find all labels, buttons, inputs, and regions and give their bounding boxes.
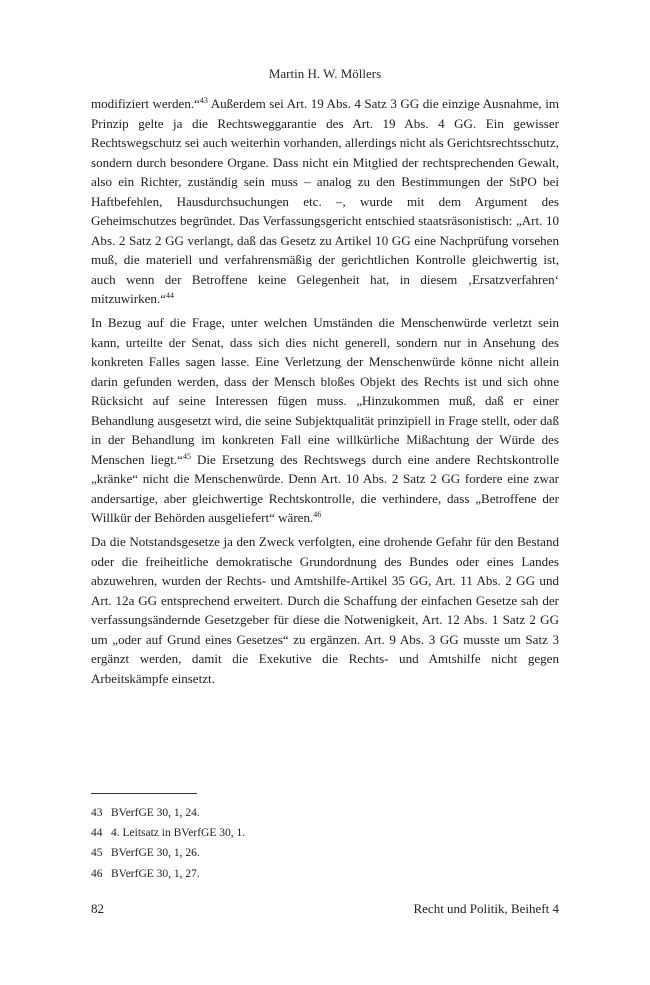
text-run: Da die Notstandsgesetze ja den Zweck verfolgten, eine drohende Gefahr für den Bestand oder die freiheitliche demokratische Grundordnung des Bundes oder eines Landes abzuwehren, wurden der Rechts- und Amtshilfe-Artikel 35 GG, Art. 11 Abs. 2 GG und Art. 12a GG entsprechend erweitert. Durch die Schaffung der einfachen Gesetze sah der verfassungsändernde Gesetzgeber für diese die Notwenigkeit, Art. 12 Abs. 1 Satz 2 GG um „oder auf Grund eines Gesetzes“ zu ergänzen. Art. 9 Abs. 3 GG musste um Satz 3 ergänzt werden, damit die Exekutive die Rechts- und Amtshilfe nicht gegen Arbeitskämpfe einsetzt. <box>91 534 559 686</box>
footnote-number: 45 <box>91 847 103 860</box>
footnote-text: 4. Leitsatz in BVerfGE 30, 1. <box>111 827 246 840</box>
footnote-ref-46: 46 <box>313 510 322 520</box>
footnote-ref-43: 43 <box>199 96 208 105</box>
footnote-45 <box>91 843 559 863</box>
text-run: modifiziert werden.“ <box>91 96 200 111</box>
running-header <box>0 66 650 82</box>
footnote-ref-45: 45 <box>182 451 191 461</box>
text-run: In Bezug auf die Frage, unter welchen Umständen die Menschenwürde verletzt sein kann, urteilte der Senat, dass sich dies nicht generell, sondern nur in Ansehung des konkreten Falles sagen lasse. Eine Verletzung der Menschenwürde könne nicht allein darin gefunden werden, dass der Mensch bloßes Objekt des Rechts ist und sich ohne Rücksicht auf seine Interessen fügen muss. „Hinzukommen muß, daß er einer Behandlung ausgesetzt wird, die seine Subjektqualität prinzipiell in Frage stellt, oder daß in der Behandlung im konkreten Fall eine willkürliche Mißachtung der Würde des Menschen liegt.“ <box>91 315 559 467</box>
footnote-43 <box>91 803 559 823</box>
footnote-46 <box>91 864 559 884</box>
paragraph-2 <box>91 313 559 528</box>
text-run: Die Ersetzung des Rechtswegs durch eine andere Rechtskontrolle „kränke“ nicht die Menschenwürde. Denn Art. 10 Abs. 2 Satz 2 GG fordere eine zwar andersartige, aber gleichwertige Rechtskontrolle, die verhindere, dass „Betroffene der Willkür der Behörden ausgeliefert“ wären. <box>91 451 559 526</box>
footnote-text: BVerfGE 30, 1, 24. <box>111 807 200 819</box>
footnote-text: BVerfGE 30, 1, 27. <box>111 867 200 880</box>
footnote-number: 44 <box>91 827 103 840</box>
footnotes <box>91 803 559 884</box>
footnote-text: BVerfGE 30, 1, 26. <box>111 847 200 860</box>
footnote-number: 43 <box>91 807 103 819</box>
header-author: Martin H. W. Möllers <box>268 66 382 81</box>
paragraph-1 <box>91 94 559 309</box>
page-footer <box>91 901 559 917</box>
journal-title: Recht und Politik, Beiheft 4 <box>413 901 559 916</box>
page-number: 82 <box>91 901 104 916</box>
paragraph-3 <box>91 532 559 688</box>
footnote-divider <box>91 793 197 794</box>
footnote-ref-44: 44 <box>166 291 174 301</box>
footnote-44 <box>91 823 559 843</box>
footnote-number: 46 <box>91 867 103 880</box>
body-text <box>91 94 559 688</box>
text-run: Außerdem sei Art. 19 Abs. 4 Satz 3 GG die einzige Ausnahme, im Prinzip gelte ja die Rechtsweggarantie des Art. 19 Abs. 4 GG. Ein gewisser Rechtswegschutz sei auch weiterhin vorhanden, allerdings nicht als Gerichtsrechtsschutz, sondern durch besondere Organe. Dass nicht ein Mitglied der rechtsprechenden Gewalt, also ein Richter, zuständig sein muss – analog zu den Bestimmungen der StPO bei Haftbefehlen, Hausdurchsuchungen etc. –, wurde mit dem Argument des Geheimschutzes begründet. Das Verfassungsgericht entschied staatsräsonistisch: „Art. 10 Abs. 2 Satz 2 GG verlangt, daß das Gesetz zu Artikel 10 GG eine Nachprüfung vorsehen muß, die materiell und verfahrensmäßig der gerichtlichen Kontrolle gleichwertig ist, auch wenn der Betroffene keine Gelegenheit hat, in diesem ‚Ersatzverfahren‘ mitzuwirken.“ <box>91 96 559 307</box>
